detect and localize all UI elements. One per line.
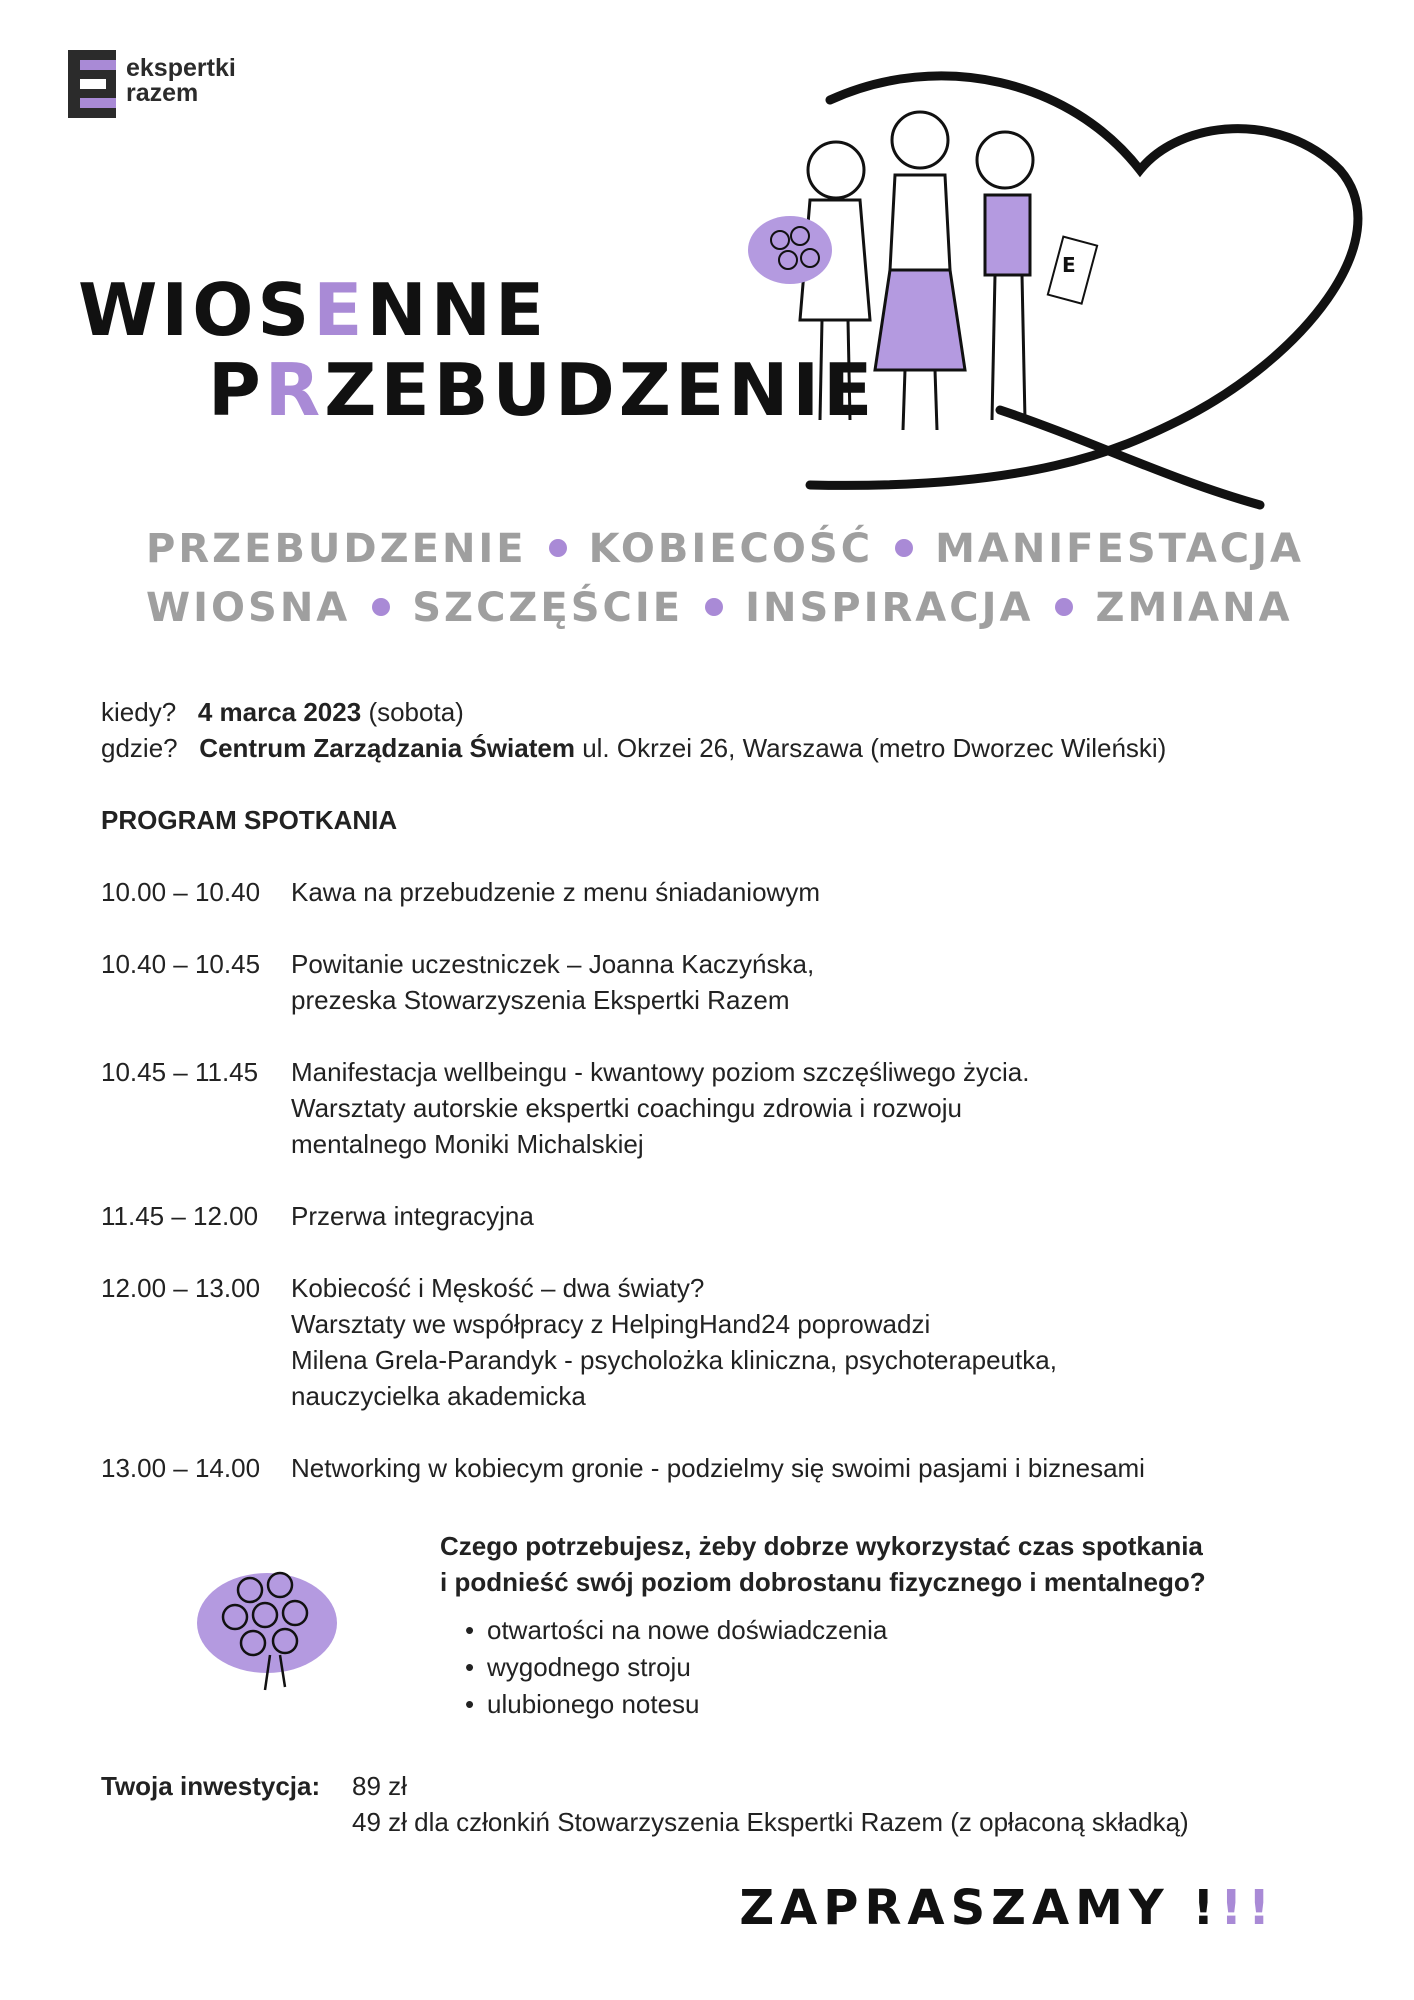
- title-line1-accent: E: [313, 268, 367, 352]
- closing-accent: !!: [1220, 1880, 1276, 1936]
- keyword: WIOSNA: [146, 585, 351, 631]
- logo-e-icon: [68, 50, 128, 120]
- event-where: [101, 730, 1166, 766]
- logo-line2: razem: [126, 79, 199, 107]
- venue-address: ul. Okrzei 26, Warszawa (metro Dworzec Wileński): [582, 733, 1167, 763]
- program-list: [101, 874, 1145, 1486]
- program-time: 13.00 – 14.00: [101, 1453, 261, 1483]
- logo-line1: ekspertki: [126, 54, 236, 82]
- keyword: ZMIANA: [1095, 585, 1293, 631]
- program-text: Przerwa integracyjna: [291, 1201, 534, 1231]
- title-line2-a: P: [208, 348, 265, 432]
- program-text: Manifestacja wellbeingu - kwantowy poziom szczęśliwego życia.: [291, 1057, 1030, 1087]
- program-item: [101, 1270, 1145, 1414]
- title-line2: [208, 350, 876, 430]
- program-text: Networking w kobiecym gronie - podzielmy się swoimi pasjami i biznesami: [291, 1453, 1145, 1483]
- logo: [68, 50, 128, 120]
- program-text: Warsztaty we współpracy z HelpingHand24 poprowadzi: [291, 1309, 931, 1339]
- keyword: INSPIRACJA: [745, 585, 1034, 631]
- closing-main: ZAPRASZAMY !: [739, 1880, 1221, 1936]
- needs-list: [465, 1612, 887, 1723]
- logo-text: [126, 56, 236, 106]
- program-text: Kawa na przebudzenie z menu śniadaniowym: [291, 877, 820, 907]
- program-text: Milena Grela-Parandyk - psycholożka kliniczna, psychoterapeutka,: [291, 1345, 1057, 1375]
- title-line2-accent: R: [264, 348, 325, 432]
- program-time: 12.00 – 13.00: [101, 1273, 261, 1303]
- needs-question: [440, 1528, 1206, 1600]
- program-text: prezeska Stowarzyszenia Ekspertki Razem: [291, 985, 790, 1015]
- needs-question-line2: i podnieść swój poziom dobrostanu fizycznego i mentalnego?: [440, 1567, 1206, 1597]
- program-item: [101, 1198, 1145, 1234]
- program-text: nauczycielka akademicka: [291, 1381, 586, 1411]
- program-time: 10.00 – 10.40: [101, 877, 261, 907]
- when-label: kiedy?: [101, 697, 177, 727]
- title-line1: [78, 270, 548, 350]
- closing-text: [739, 1880, 1276, 1936]
- keyword: KOBIECOŚĆ: [588, 526, 874, 572]
- bullet-dot-icon: [895, 539, 913, 557]
- price-standard: 89 zł: [352, 1771, 407, 1801]
- keyword: PRZEBUDZENIE: [146, 526, 527, 572]
- bullet-dot-icon: [1055, 598, 1073, 616]
- program-text: Kobiecość i Męskość – dwa światy?: [291, 1273, 705, 1303]
- program-time: 10.40 – 10.45: [101, 949, 261, 979]
- bouquet-illustration: [195, 1545, 345, 1695]
- event-when: [101, 694, 464, 730]
- program-item: [101, 1450, 1145, 1486]
- title-line1-b: NNE: [366, 268, 549, 352]
- event-day: (sobota): [368, 697, 464, 727]
- program-item: [101, 1054, 1145, 1162]
- title-line2-b: ZEBUDZENIE: [324, 348, 877, 432]
- program-text: Warsztaty autorskie ekspertki coachingu zdrowia i rozwoju: [291, 1093, 962, 1123]
- keywords-row1: [146, 526, 1304, 572]
- price-member: 49 zł dla członkiń Stowarzyszenia Ekspertki Razem (z opłaconą składką): [352, 1807, 1189, 1837]
- bullet-dot-icon: [372, 598, 390, 616]
- list-item: • wygodnego stroju: [465, 1649, 887, 1686]
- program-time: 11.45 – 12.00: [101, 1201, 259, 1231]
- event-date: 4 marca 2023: [197, 697, 362, 727]
- venue-name: Centrum Zarządzania Światem: [199, 733, 575, 763]
- keyword: SZCZĘŚCIE: [412, 585, 684, 631]
- program-item: [101, 874, 1145, 910]
- investment-prices: [352, 1768, 1189, 1840]
- keywords-row2: [146, 585, 1293, 631]
- svg-text:E: E: [1062, 253, 1076, 277]
- list-item: • ulubionego notesu: [465, 1686, 887, 1723]
- investment-label: Twoja inwestycja:: [101, 1771, 321, 1801]
- list-item: • otwartości na nowe doświadczenia: [465, 1612, 887, 1649]
- where-label: gdzie?: [101, 733, 178, 763]
- women-heart-illustration: [740, 60, 1380, 520]
- program-time: 10.45 – 11.45: [101, 1057, 259, 1087]
- bullet-dot-icon: [549, 539, 567, 557]
- keyword: MANIFESTACJA: [935, 526, 1304, 572]
- needs-question-line1: Czego potrzebujesz, żeby dobrze wykorzystać czas spotkania: [440, 1531, 1203, 1561]
- program-item: [101, 946, 1145, 1018]
- title-line1-a: WIOS: [78, 268, 314, 352]
- program-text: mentalnego Moniki Michalskiej: [291, 1129, 644, 1159]
- bullet-dot-icon: [705, 598, 723, 616]
- program-text: Powitanie uczestniczek – Joanna Kaczyńska,: [291, 949, 815, 979]
- program-heading: PROGRAM SPOTKANIA: [101, 805, 398, 835]
